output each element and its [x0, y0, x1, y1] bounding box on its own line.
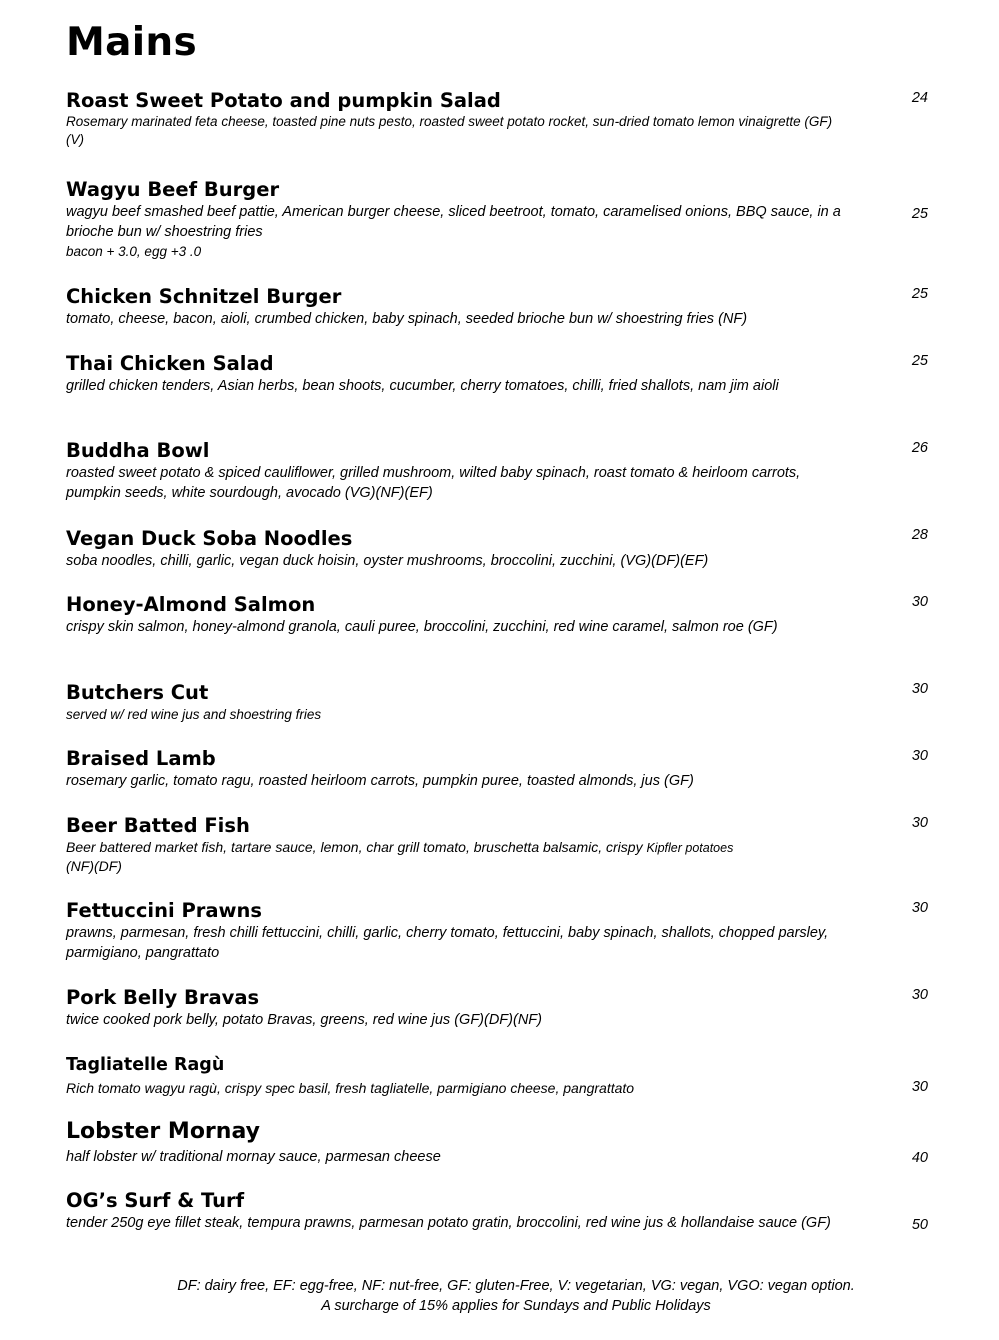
menu-item — [66, 1053, 846, 1099]
item-name: Lobster Mornay — [66, 1119, 260, 1144]
menu-item — [66, 593, 846, 637]
item-description: grilled chicken tenders, Asian herbs, bean shoots, cucumber, cherry tomatoes, chilli, fried shallots, nam jim aioli — [66, 378, 779, 394]
item-name: Vegan Duck Soba Noodles — [66, 527, 353, 550]
menu-item — [66, 178, 846, 262]
item-name: Tagliatelle Ragù — [66, 1055, 225, 1075]
item-name: OG’s Surf & Turf — [66, 1189, 245, 1212]
menu-item — [66, 986, 846, 1030]
item-name: Braised Lamb — [66, 747, 216, 770]
item-name: Butchers Cut — [66, 681, 209, 704]
item-description: twice cooked pork belly, potato Bravas, greens, red wine jus (GF)(DF)(NF) — [66, 1012, 542, 1028]
item-description: half lobster w/ traditional mornay sauce, parmesan cheese — [66, 1149, 441, 1165]
menu-item — [66, 681, 846, 725]
item-price: 30 — [911, 594, 928, 610]
item-description: tender 250g eye fillet steak, tempura prawns, parmesan potato gratin, broccolini, red wine jus & hollandaise sauce (GF) — [66, 1215, 831, 1231]
item-price: 50 — [911, 1217, 928, 1233]
item-price: 25 — [911, 353, 928, 369]
menu-item — [66, 89, 846, 149]
surcharge-note: A surcharge of 15% applies for Sundays and Public Holidays — [321, 1298, 711, 1314]
item-description: rosemary garlic, tomato ragu, roasted heirloom carrots, pumpkin puree, toasted almonds, jus (GF) — [66, 773, 694, 789]
item-price: 26 — [911, 440, 928, 456]
item-price: 25 — [911, 286, 928, 302]
item-name: Buddha Bowl — [66, 439, 210, 462]
item-name: Chicken Schnitzel Burger — [66, 285, 342, 308]
menu-item — [66, 352, 846, 396]
item-price: 30 — [911, 1079, 928, 1095]
item-description — [66, 838, 846, 875]
menu-item — [66, 747, 846, 791]
item-price: 30 — [911, 987, 928, 1003]
item-description: prawns, parmesan, fresh chilli fettuccini, chilli, garlic, cherry tomato, fettuccini, baby spinach, shallots, chopped parsley, parmigiano, pangrattato — [66, 925, 829, 961]
menu-item — [66, 527, 846, 571]
item-description: tomato, cheese, bacon, aioli, crumbed chicken, baby spinach, seeded brioche bun w/ shoestring fries (NF) — [66, 311, 748, 327]
item-description: soba noodles, chilli, garlic, vegan duck hoisin, oyster mushrooms, broccolini, zucchini, (VG)(DF)(EF) — [66, 553, 709, 569]
item-price: 40 — [911, 1150, 928, 1166]
item-price: 30 — [911, 900, 928, 916]
item-name: Roast Sweet Potato and pumpkin Salad — [66, 89, 501, 112]
item-description: Rich tomato wagyu ragù, crispy spec basil, fresh tagliatelle, parmigiano cheese, pangrattato — [66, 1080, 635, 1096]
item-price: 30 — [911, 815, 928, 831]
item-price: 30 — [911, 748, 928, 764]
item-description-tags: (NF)(DF) — [66, 858, 122, 874]
menu-item — [66, 814, 846, 875]
item-name: Beer Batted Fish — [66, 814, 250, 837]
item-name: Fettuccini Prawns — [66, 899, 263, 922]
dietary-legend: DF: dairy free, EF: egg-free, NF: nut-free, GF: gluten-Free, V: vegetarian, VG: vegan, VGO: vegan option. — [177, 1278, 855, 1294]
item-name: Pork Belly Bravas — [66, 986, 260, 1009]
item-addons: bacon + 3.0, egg +3 .0 — [66, 244, 202, 259]
item-name: Thai Chicken Salad — [66, 352, 274, 375]
item-price: 24 — [911, 90, 928, 106]
item-description-main: Beer battered market fish, tartare sauce, lemon, char grill tomato, bruschetta balsamic, crispy — [66, 839, 643, 855]
item-price: 28 — [911, 527, 928, 543]
menu-item — [66, 439, 846, 503]
item-description: served w/ red wine jus and shoestring fries — [66, 707, 322, 722]
menu-item — [66, 1189, 846, 1233]
menu-item — [66, 285, 846, 329]
item-description: crispy skin salmon, honey-almond granola, cauli puree, broccolini, zucchini, red wine caramel, salmon roe (GF) — [66, 619, 778, 635]
item-name: Wagyu Beef Burger — [66, 178, 280, 201]
item-price: 30 — [911, 681, 928, 697]
item-price: 25 — [911, 206, 928, 222]
item-name: Honey-Almond Salmon — [66, 593, 316, 616]
item-description: roasted sweet potato & spiced cauliflower, grilled mushroom, wilted baby spinach, roast tomato & heirloom carrots, pumpkin seeds, white sourdough, avocado (VG)(NF)(EF) — [66, 465, 801, 501]
item-description-potatoes: Kipfler potatoes — [646, 841, 734, 855]
menu-item — [66, 1119, 846, 1167]
page-title: Mains — [66, 20, 197, 65]
item-description: Rosemary marinated feta cheese, toasted pine nuts pesto, roasted sweet potato rocket, sun-dried tomato lemon vinaigrette (GF)(V) — [66, 114, 833, 147]
item-description: wagyu beef smashed beef pattie, American burger cheese, sliced beetroot, tomato, caramelised onions, BBQ sauce, in a brioche bun w/ shoestring fries — [66, 204, 841, 240]
menu-item — [66, 899, 846, 963]
